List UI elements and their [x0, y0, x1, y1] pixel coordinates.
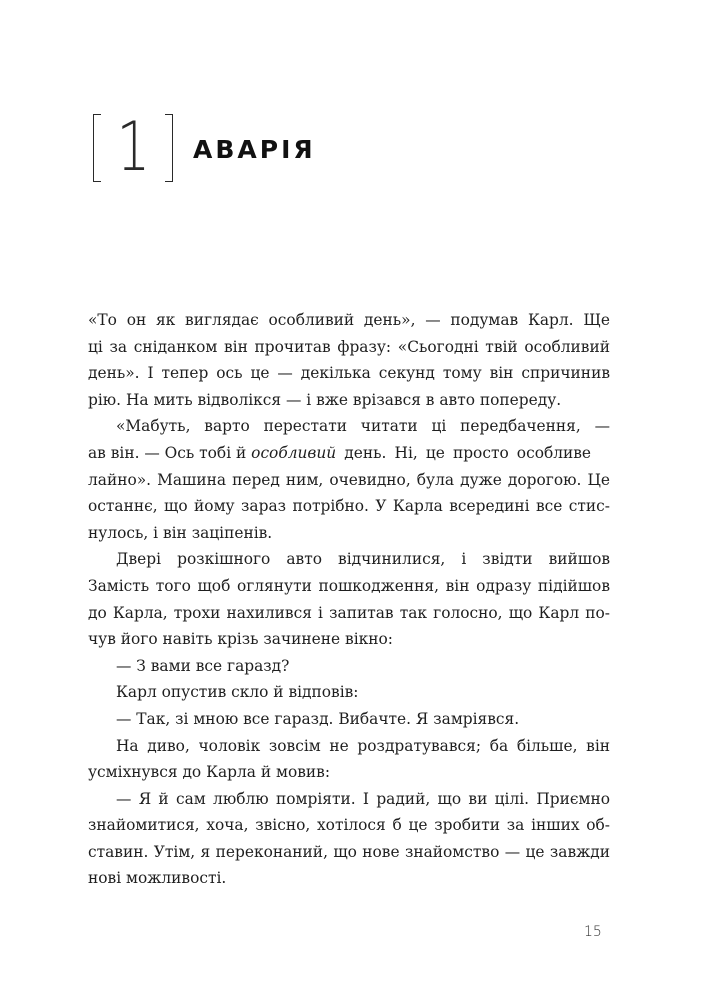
text-line: Замість того щоб оглянути пошкодження, він одразу підійшов — [88, 576, 610, 595]
text-line-with-emphasis — [88, 440, 610, 467]
text-line: усміхнувся до Карла й мовив: — [88, 763, 331, 782]
text-line: останнє, що йому зараз потрібно. У Карла всередині все стис- — [88, 497, 610, 516]
page-number: 15 — [584, 924, 602, 940]
text-line: нулось, і він заціпенів. — [88, 523, 273, 542]
text-line: На диво, чоловік зовсім не роздратувався; ба більше, він — [116, 736, 610, 755]
text-line: ставин. Утім, я переконаний, що нове знайомство — це завжди — [88, 842, 610, 861]
text-line: ці за сніданком він прочитав фразу: «Сьогодні твій особливий — [88, 337, 610, 356]
text-line: Двері розкішного авто відчинилися, і звідти вийшов — [116, 550, 610, 569]
text-line: до Карла, трохи нахилився і запитав так голосно, що Карл по- — [88, 603, 610, 622]
text-line: — Я й сам люблю помріяти. І радий, що ви цілі. Приємно — [116, 789, 610, 808]
chapter-number: 1 — [116, 108, 150, 187]
text-line: знайомитися, хоча, звісно, хотілося б це зробити за інших об- — [88, 816, 610, 835]
text-line: «То он як виглядає особливий день», — подумав Карл. Ще — [88, 311, 610, 329]
body-text — [88, 307, 610, 892]
emphasized-word: особливий — [251, 443, 337, 462]
text-line: чув його навіть крізь зачинене вікно: — [88, 630, 393, 649]
left-bracket-icon — [93, 114, 101, 182]
text-line: рію. На мить відволікся — і вже врізався в авто попереду. — [88, 390, 562, 409]
text-line: день». І тепер ось це — декілька секунд тому він спричинив — [88, 364, 610, 383]
text-line: — З вами все гаразд? — [116, 656, 290, 675]
text-line: лайно». Машина перед ним, очевидно, була дуже дорогою. Це — [88, 470, 610, 489]
text-segment: ав він. — Ось тобі й — [88, 443, 252, 462]
text-line: — Так, зі мною все гаразд. Вибачте. Я замріявся. — [116, 709, 520, 728]
text-line: Карл опустив скло й відповів: — [116, 683, 359, 702]
text-segment: день. Ні, це просто особливе — [336, 443, 592, 462]
right-bracket-icon — [165, 114, 173, 182]
chapter-heading — [93, 110, 316, 186]
chapter-number-frame — [93, 108, 173, 187]
text-line: нові можливості. — [88, 869, 227, 888]
chapter-title: АВАРІЯ — [193, 135, 316, 164]
text-line: «Мабуть, варто перестати читати ці передбачення, — — [116, 417, 610, 436]
